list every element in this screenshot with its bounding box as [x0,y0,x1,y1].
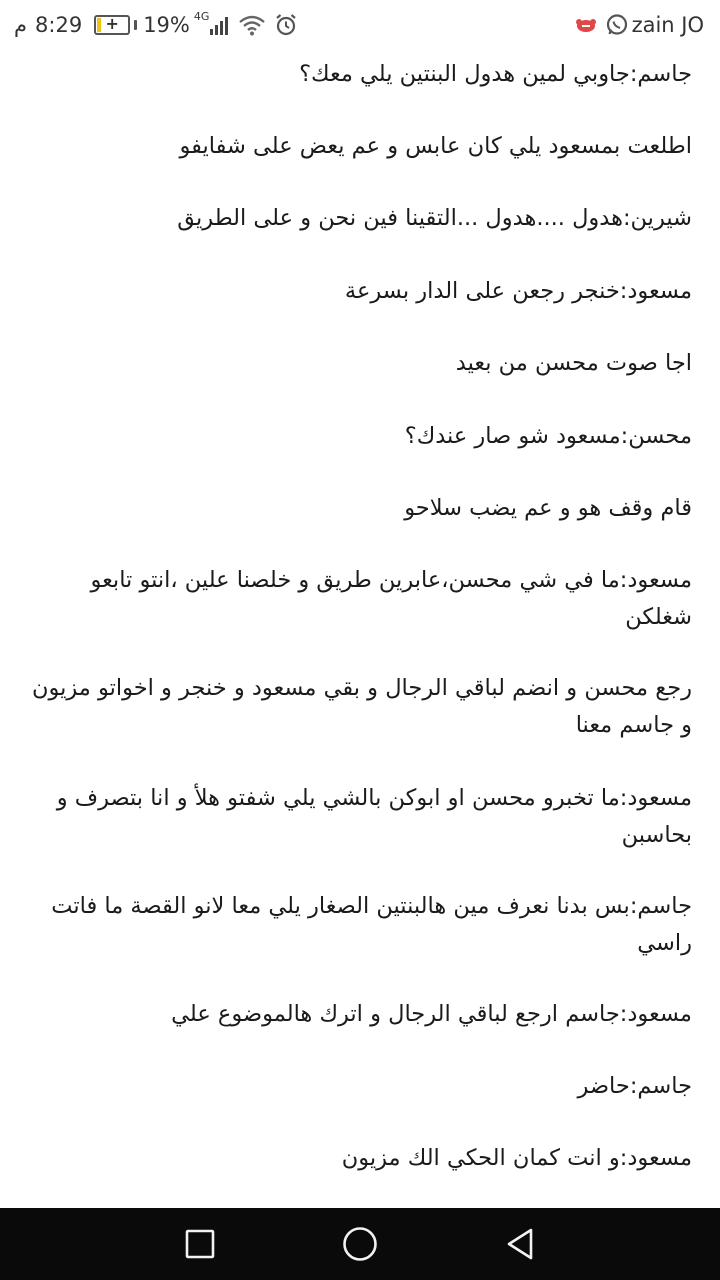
story-line: محسن:مسعود شو صار عندك؟ [404,423,692,449]
home-button[interactable] [320,1208,400,1280]
whatsapp-icon [605,13,629,37]
story-line: جاسم:حاضر [577,1073,692,1099]
battery-percent: 19% [143,13,190,37]
back-button[interactable] [480,1208,560,1280]
status-bar-right [573,10,704,40]
recent-apps-button[interactable] [160,1208,240,1280]
alarm-clock-icon [274,13,298,37]
network-type: 4G [193,9,210,23]
story-line: اطلعت بمسعود يلي كان عابس و عم يعض على شفايفو [179,133,692,159]
story-line: مسعود:خنجر رجعن على الدار بسرعة [344,278,692,304]
circle-icon [342,1226,378,1262]
story-line: مسعود:ما في شي محسن،عابرين طريق و خلصنا علين ،انتو تابعو شغلكن [90,567,692,630]
battery-icon: + [94,15,130,35]
story-line: مسعود:جاسم ارجع لباقي الرجال و اترك هالموضوع علي [171,1001,692,1027]
clock: 8:29 [35,13,83,37]
carrier-name: zain JO [631,13,704,37]
story-line: جاسم:بس بدنا نعرف مين هالبنتين الصغار يلي معا لانو القصة ما فاتت راسي [51,893,692,956]
story-line: مسعود:و انت كمان الحكي الك مزيون [341,1145,692,1171]
status-bar-left [14,10,298,40]
story-line: مسعود:ما تخبرو محسن او ابوكن بالشي يلي شفتو هلأ و انا بتصرف و بحاسبن [56,785,692,848]
story-line: رجع محسن و انضم لباقي الرجال و بقي مسعود و خنجر و اخواتو مزيون و جاسم معنا [31,675,692,738]
back-triangle-icon [505,1227,535,1261]
signal-strength-icon [210,15,230,35]
battery-tip [134,20,137,30]
square-icon [185,1229,215,1259]
am-pm-indicator: م [14,13,28,37]
story-line: قام وقف هو و عم يضب سلاحو [404,495,692,521]
story-text-content[interactable] [0,50,720,1208]
story-line: اجا صوت محسن من بعيد [455,350,692,376]
wifi-icon [238,14,266,36]
story-line: شيرين:هدول ....هدول ...التقينا فين نحن و على الطريق [177,205,692,231]
mascot-app-icon [573,14,599,36]
story-line: جاسم:جاوبي لمين هدول البنتين يلي معك؟ [299,61,692,87]
status-bar [0,0,720,50]
navigation-bar [0,1208,720,1280]
